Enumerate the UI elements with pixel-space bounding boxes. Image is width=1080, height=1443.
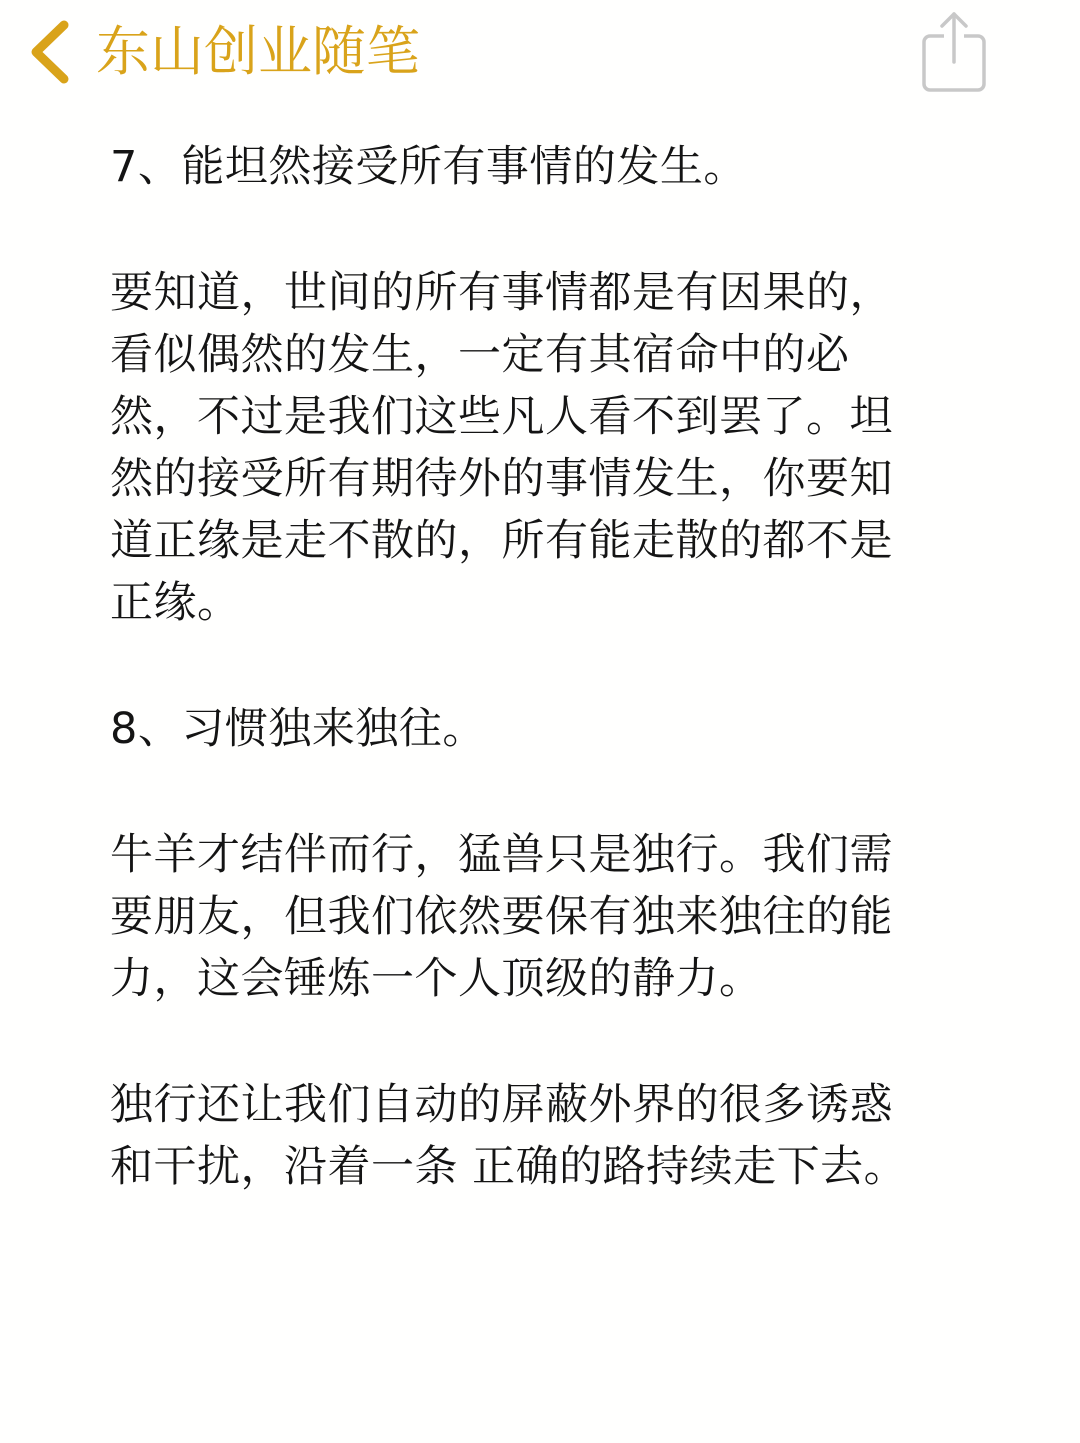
paragraph-line: 和干扰，沿着一条 正确的路持续走下去。: [110, 1142, 908, 1192]
blank-line: [110, 1010, 960, 1074]
blank-line: [110, 198, 960, 262]
navigation-bar: [0, 0, 1080, 108]
note-body[interactable]: [110, 136, 960, 1198]
paragraph-line: 道正缘是走不散的，所有能走散的都不是: [110, 516, 893, 566]
blank-line: [110, 634, 960, 698]
paragraph-line: 然的接受所有期待外的事情发生，你要知: [110, 454, 893, 504]
paragraph-line: 力，这会锤炼一个人顶级的静力。: [110, 954, 763, 1004]
back-button[interactable]: [22, 14, 442, 90]
paragraph-line: 看似偶然的发生，一定有其宿命中的必: [110, 330, 850, 380]
blank-line: [110, 760, 960, 824]
paragraph-line: 牛羊才结伴而行，猛兽只是独行。我们需: [110, 830, 893, 880]
section-heading-8: 8、习惯独来独往。: [110, 704, 486, 754]
note-folder-title: 东山创业随笔: [96, 20, 420, 83]
chevron-left-icon: [22, 17, 78, 87]
section-heading-7: 7、能坦然接受所有事情的发生。: [110, 142, 747, 192]
paragraph-line: 独行还让我们自动的屏蔽外界的很多诱惑: [110, 1080, 893, 1130]
paragraph-line: 要知道，世间的所有事情都是有因果的，: [110, 268, 893, 318]
paragraph-line: 要朋友，但我们依然要保有独来独往的能: [110, 892, 893, 942]
paragraph-line: 然，不过是我们这些凡人看不到罢了。坦: [110, 392, 893, 442]
share-icon[interactable]: [916, 6, 992, 96]
paragraph-line: 正缘。: [110, 578, 241, 628]
